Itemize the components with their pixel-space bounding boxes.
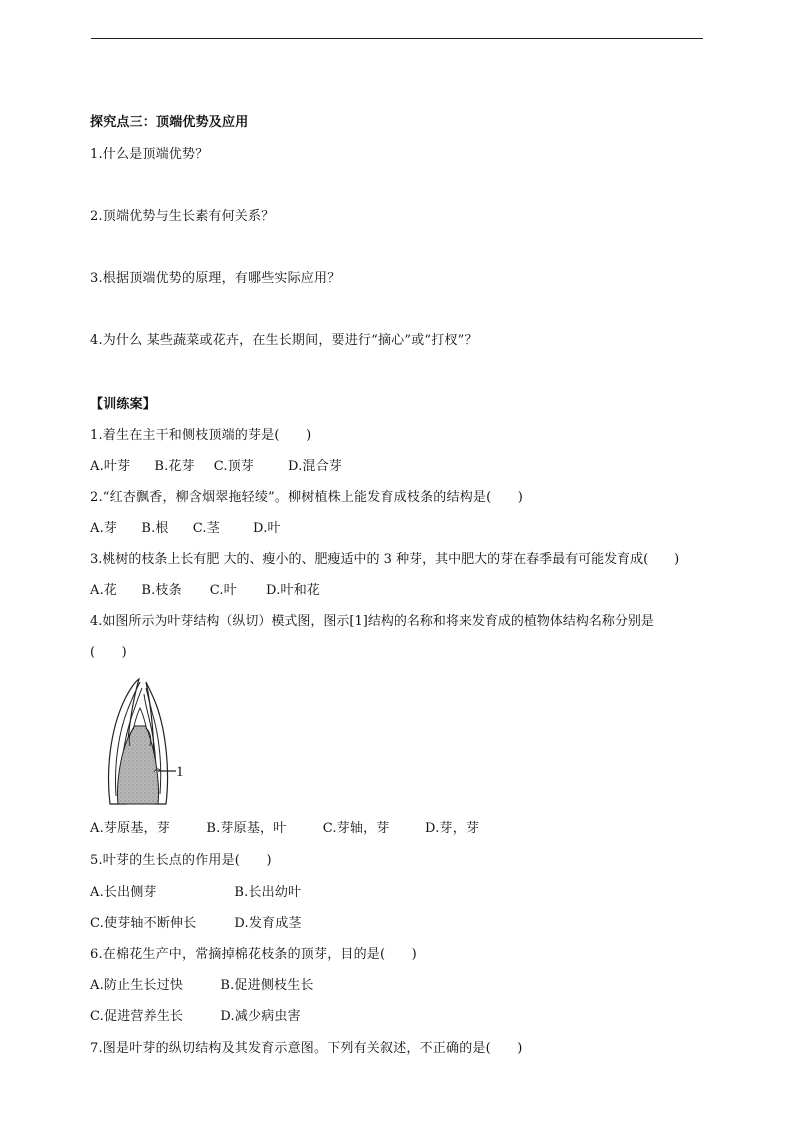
- training-q7-stem: 7.图是叶芽的纵切结构及其发育示意图。下列有关叙述，不正确的是( ): [90, 1041, 523, 1056]
- training-q4-options: [90, 820, 479, 838]
- training-q1-options: [90, 458, 342, 476]
- option-d: D.减少病虫害: [220, 1009, 301, 1024]
- training-q2-stem: 2.“红杏飘香，柳含烟翠拖轻绫”。柳树植株上能发育成枝条的结构是( ): [90, 490, 524, 505]
- option-c: C.茎: [192, 521, 220, 536]
- option-a: A.芽原基，芽: [90, 821, 170, 836]
- training-q6-options-row2: [90, 1008, 301, 1026]
- option-b: B.促进侧枝生长: [220, 978, 314, 993]
- question-2: 2.顶端优势与生长素有何关系？: [90, 209, 275, 224]
- training-q4-stem-line2: ( ): [90, 645, 127, 660]
- training-q5-stem: 5.叶芽的生长点的作用是( ): [90, 853, 272, 868]
- training-q6-stem: 6.在棉花生产中，常摘掉棉花枝条的顶芽，目的是( ): [90, 947, 417, 962]
- training-title: 【训练案】: [90, 397, 157, 412]
- option-d: D.芽，芽: [425, 821, 480, 836]
- option-a: A.花: [90, 583, 118, 598]
- option-c: C.促进营养生长: [90, 1009, 184, 1024]
- leaf-bud-figure: [104, 676, 190, 806]
- option-d: D.叶: [253, 521, 281, 536]
- option-a: A.芽: [90, 521, 118, 536]
- growing-point: [134, 708, 146, 726]
- option-d: D.发育成茎: [234, 916, 302, 931]
- option-b: B.枝条: [141, 583, 182, 598]
- question-4: 4.为什么 某些蔬菜或花卉，在生长期间，要进行“摘心”或“打杈”？: [90, 333, 478, 348]
- question-1: 1.什么是顶端优势？: [90, 147, 209, 162]
- header-rule: [91, 38, 703, 39]
- option-b: B.芽原基，叶: [206, 821, 287, 836]
- option-b: B.根: [141, 521, 169, 536]
- option-a: A.长出侧芽: [90, 885, 157, 900]
- option-d: D.叶和花: [266, 583, 321, 598]
- training-q6-options-row1: [90, 977, 314, 995]
- section-title: 探究点三：顶端优势及应用: [90, 115, 249, 130]
- training-q2-options: [90, 520, 281, 538]
- training-q3-stem: 3.桃树的枝条上长有肥 大的、瘦小的、肥瘦适中的 3 种芽，其中肥大的芽在春季最有可能发育成( ): [90, 552, 680, 567]
- question-3: 3.根据顶端优势的原理，有哪些实际应用？: [90, 271, 341, 286]
- option-a: A.防止生长过快: [90, 978, 184, 993]
- training-q5-options-row2: [90, 915, 302, 933]
- training-q4-stem-line1: 4.如图所示为叶芽结构（纵切）模式图，图示[1]结构的名称和将来发育成的植物体结构名称分别是: [90, 614, 654, 629]
- option-c: C.芽轴，芽: [322, 821, 390, 836]
- option-c: C.使芽轴不断伸长: [90, 916, 197, 931]
- option-b: B.长出幼叶: [234, 885, 302, 900]
- option-b: B.花芽: [154, 459, 195, 474]
- training-q1-stem: 1.着生在主干和侧枝顶端的芽是( ): [90, 428, 312, 443]
- option-a: A.叶芽: [90, 459, 131, 474]
- training-q5-options-row1: [90, 884, 301, 902]
- option-c: C.顶芽: [213, 459, 255, 474]
- figure-label-1: 1: [176, 764, 184, 780]
- option-c: C.叶: [209, 583, 237, 598]
- option-d: D.混合芽: [288, 459, 343, 474]
- training-q3-options: [90, 582, 320, 600]
